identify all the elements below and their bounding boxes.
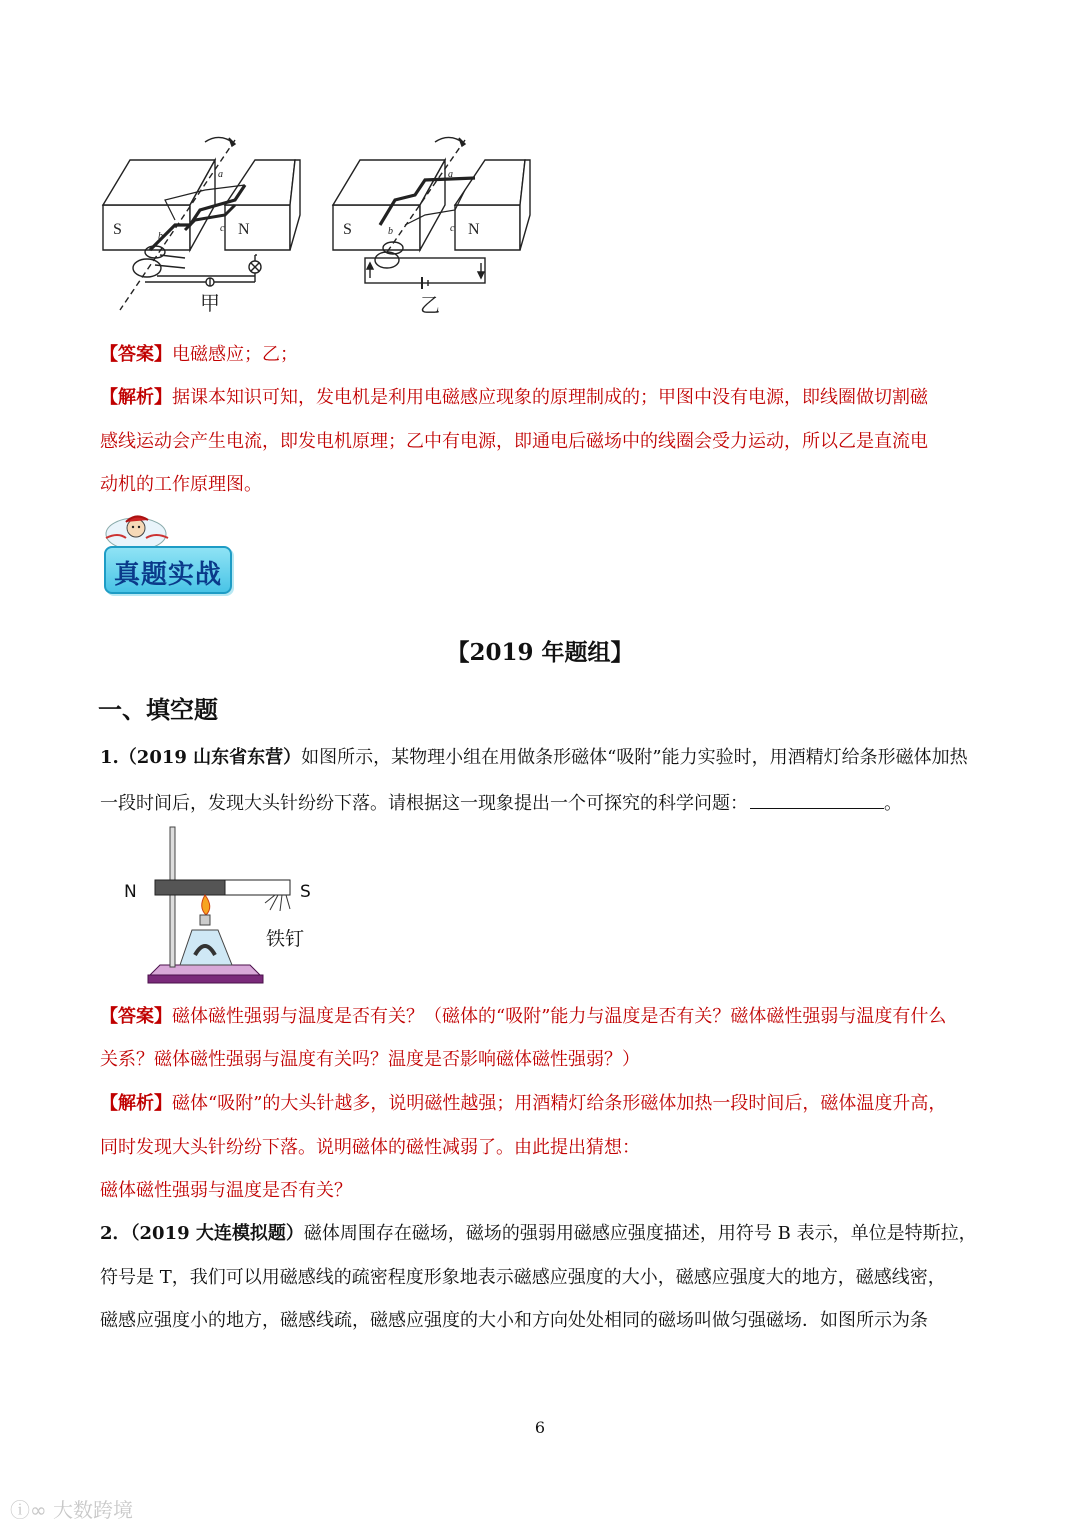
nail-label: 铁钉 — [266, 928, 305, 950]
section-title: 一、填空题 — [98, 695, 218, 724]
answer-tag: 【答案】 — [100, 1006, 172, 1027]
question-text: 磁体周围存在磁场，磁场的强弱用磁感应强度描述，用符号 B 表示，单位是特斯拉， — [303, 1223, 977, 1244]
group-title: 【2019 年题组】 — [446, 639, 634, 666]
watermark — [10, 1494, 133, 1523]
analysis-text: 据课本知识可知，发电机是利用电磁感应现象的原理制成的；甲图中没有电源，即线圈做切割磁 — [172, 387, 928, 408]
analysis-tag: 【解析】 — [100, 387, 172, 408]
jia-caption: 甲 — [200, 291, 220, 315]
analysis-1-line-2: 感线运动会产生电流，即发电机原理；乙中有电源，即通电后磁场中的线圈会受力运动，所以乙是直流电 — [100, 431, 928, 452]
jia-label-c: c — [220, 223, 225, 234]
magnet-heating-figure — [120, 825, 320, 990]
question-2-line-1 — [100, 1222, 977, 1246]
magnet-label-n: N — [124, 882, 137, 902]
answer-text: 电磁感应；乙； — [172, 344, 298, 365]
question-source: （2019 大连模拟题） — [130, 1223, 304, 1244]
analysis-1-line-1 — [100, 386, 928, 410]
jia-label-b: b — [158, 231, 163, 242]
question-number: 2． — [100, 1223, 131, 1244]
answer-2-line-1 — [100, 1005, 946, 1029]
question-1-line-2 — [100, 790, 902, 816]
yi-label-b: b — [388, 226, 393, 237]
analysis-2-line-2: 同时发现大头针纷纷下落。说明磁体的磁性减弱了。由此提出猜想： — [100, 1137, 640, 1158]
question-text: 如图所示，某物理小组在用做条形磁体“吸附”能力实验时，用酒精灯给条形磁体加热 — [301, 747, 968, 768]
question-1-line-1 — [100, 746, 968, 770]
answer-1 — [100, 343, 298, 367]
watermark-logo-icon: ⓘ∞ — [10, 1498, 47, 1522]
question-end-punct: 。 — [884, 793, 902, 814]
answer-2-line-2: 关系？磁体磁性强弱与温度有关吗？温度是否影响磁体磁性强弱？） — [100, 1049, 640, 1070]
yi-label-a: a — [448, 169, 453, 180]
diagram-yi — [333, 137, 530, 289]
analysis-2-line-3: 磁体磁性强弱与温度是否有关？ — [100, 1180, 352, 1201]
yi-label-n: N — [468, 221, 480, 238]
question-source: （2019 山东省东营） — [118, 747, 302, 768]
magnet-label-s: S — [300, 882, 311, 902]
question-2-line-2: 符号是 T，我们可以用磁感线的疏密程度形象地表示磁感应强度的大小，磁感应强度大的地方，磁感线密， — [100, 1267, 946, 1288]
yi-caption: 乙 — [420, 293, 440, 317]
analysis-text: 磁体“吸附”的大头针越多，说明磁性越强；用酒精灯给条形磁体加热一段时间后，磁体温度升高， — [172, 1093, 947, 1114]
analysis-2-line-1 — [100, 1092, 946, 1116]
analysis-1-line-3: 动机的工作原理图。 — [100, 474, 262, 495]
question-text: 一段时间后，发现大头针纷纷下落。请根据这一现象提出一个可探究的科学问题： — [100, 793, 748, 814]
page-number: 6 — [534, 1418, 546, 1437]
watermark-text: 大数跨境 — [53, 1498, 134, 1522]
answer-blank — [750, 790, 884, 809]
jia-label-s: S — [113, 221, 122, 238]
question-2-line-3: 磁感应强度小的地方，磁感线疏，磁感应强度的大小和方向处处相同的磁场叫做匀强磁场．如图所示为条 — [100, 1310, 928, 1331]
yi-label-s: S — [343, 221, 352, 238]
question-number: 1. — [100, 747, 119, 768]
badge-label: 真题实战 — [113, 560, 222, 590]
jia-label-n: N — [238, 221, 250, 238]
analysis-tag: 【解析】 — [100, 1093, 172, 1114]
answer-text: 磁体磁性强弱与温度是否有关？（磁体的“吸附”能力与温度是否有关？磁体磁性强弱与温度有什么 — [172, 1006, 947, 1027]
answer-tag: 【答案】 — [100, 344, 172, 365]
diagram-jia — [103, 137, 300, 310]
yi-label-c: c — [450, 223, 455, 234]
generator-motor-figure — [95, 130, 535, 320]
section-badge — [104, 546, 232, 594]
jia-label-a: a — [218, 169, 223, 180]
